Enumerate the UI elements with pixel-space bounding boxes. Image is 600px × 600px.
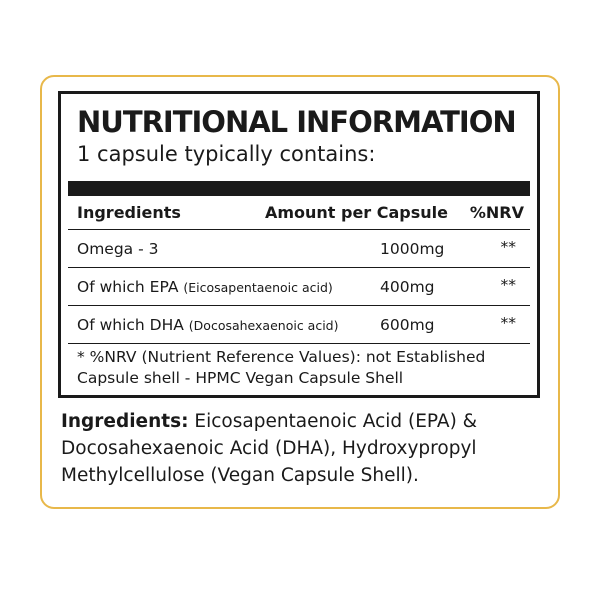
table-row bbox=[68, 267, 530, 306]
table-row bbox=[68, 229, 530, 268]
ingredient-nrv: ** bbox=[500, 238, 516, 256]
ingredients-label: Ingredients: bbox=[61, 411, 189, 432]
ingredient-nrv: ** bbox=[500, 314, 516, 332]
footnote-nrv: * %NRV (Nutrient Reference Values): not Established bbox=[77, 348, 486, 366]
header-nrv: %NRV bbox=[469, 203, 524, 222]
footnote-capsule-shell: Capsule shell - HPMC Vegan Capsule Shell bbox=[77, 369, 404, 387]
panel-subtitle: 1 capsule typically contains: bbox=[77, 142, 376, 166]
header-ingredients: Ingredients bbox=[77, 203, 181, 222]
ingredient-amount: 400mg bbox=[380, 278, 435, 296]
ingredients-statement bbox=[61, 408, 541, 489]
ingredient-amount: 600mg bbox=[380, 316, 435, 334]
ingredient-name: Omega - 3 bbox=[77, 240, 159, 258]
ingredient-name: Of which DHA (Docosahexaenoic acid) bbox=[77, 316, 339, 334]
table-header-row bbox=[68, 197, 530, 230]
footnote bbox=[77, 347, 485, 389]
table-row bbox=[68, 305, 530, 344]
nutrition-panel bbox=[58, 91, 540, 398]
thick-divider bbox=[68, 181, 530, 196]
ingredient-nrv: ** bbox=[500, 276, 516, 294]
ingredient-name: Of which EPA (Eicosapentaenoic acid) bbox=[77, 278, 333, 296]
panel-title: NUTRITIONAL INFORMATION bbox=[77, 105, 516, 139]
ingredients-list: Eicosapentaenoic Acid (EPA) & Docosahexaenoic Acid (DHA), Hydroxypropyl Methylcellulose (Vegan Capsule Shell). bbox=[61, 411, 478, 486]
header-amount: Amount per Capsule bbox=[264, 203, 448, 222]
ingredient-amount: 1000mg bbox=[380, 240, 445, 258]
